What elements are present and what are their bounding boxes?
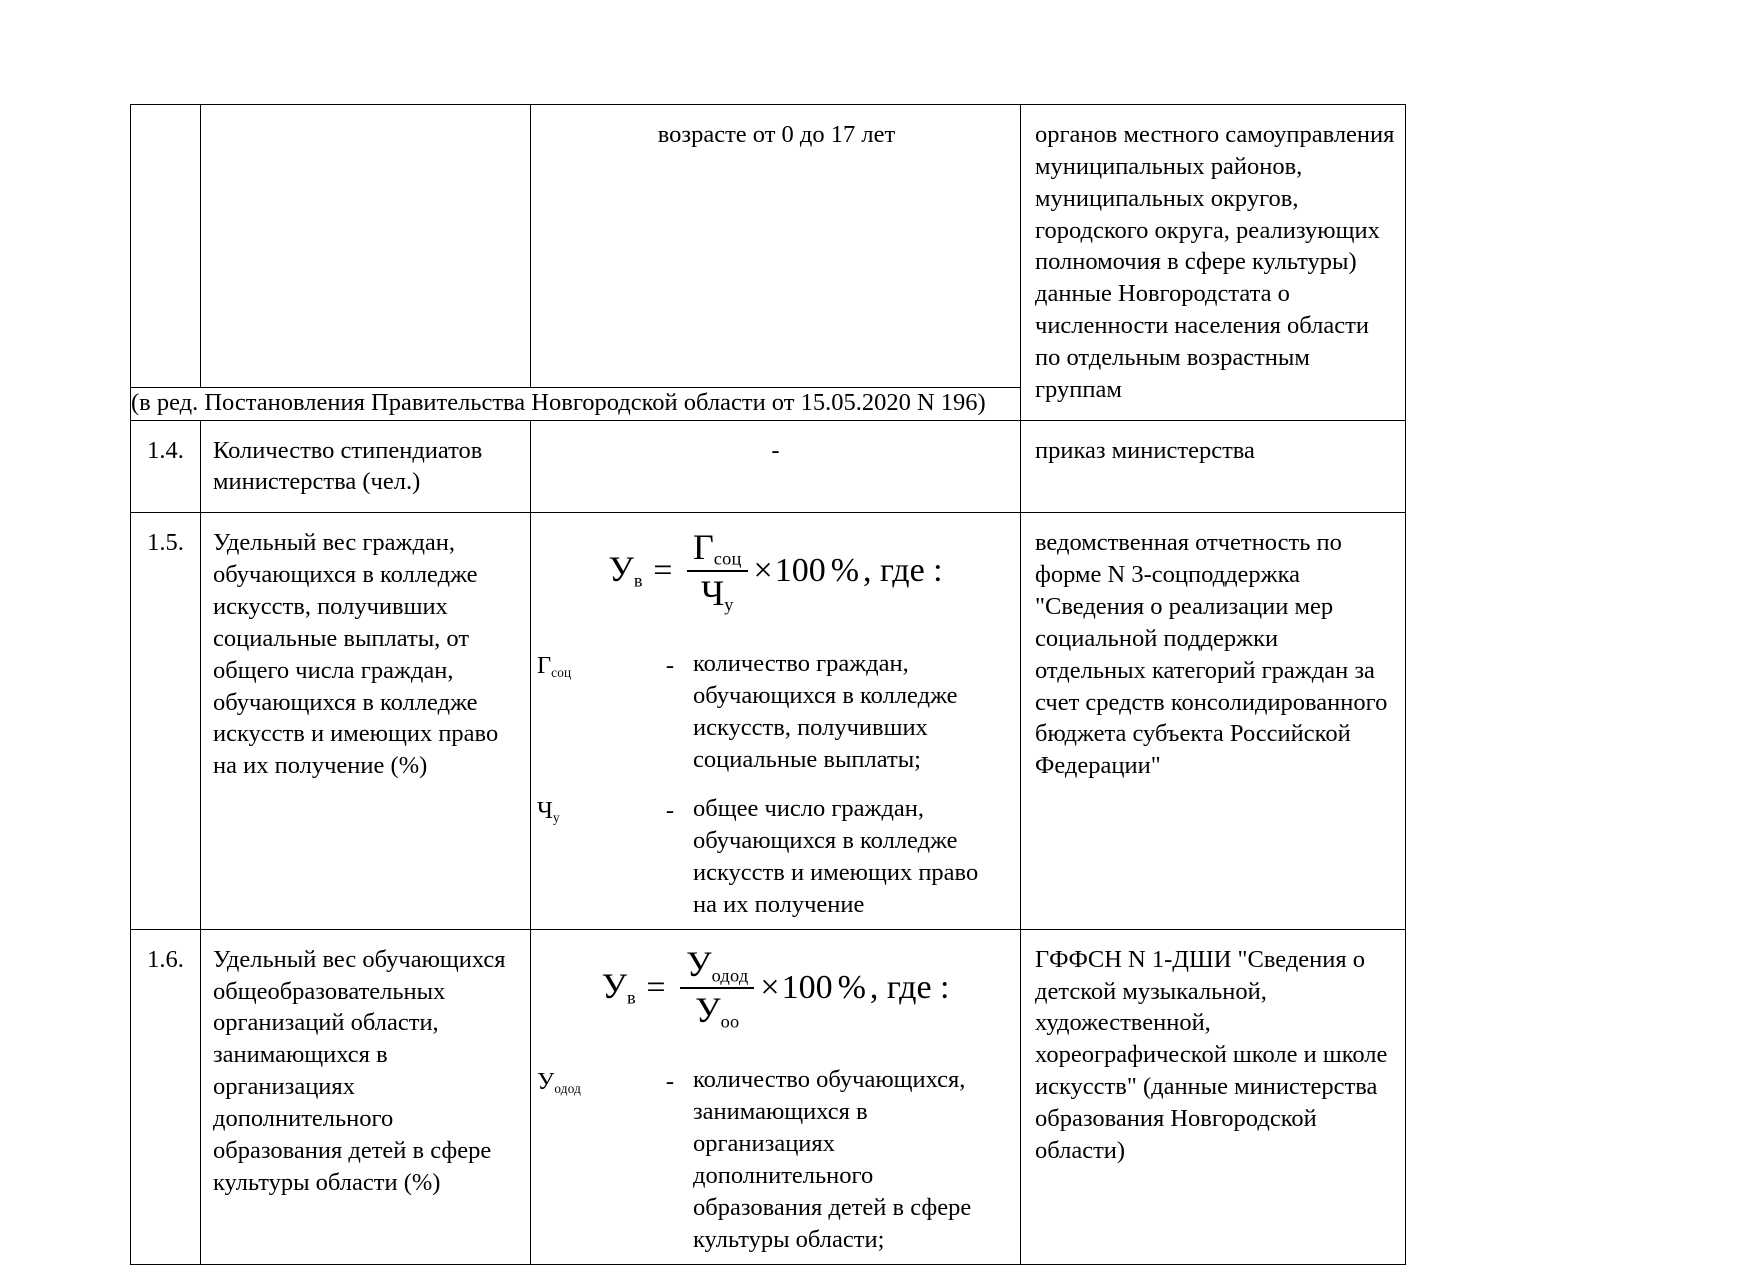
source-paragraph-2: данные Новгородстата о численности населения области по отдельным возрастным группам bbox=[1035, 280, 1369, 403]
formula-percent-16: % bbox=[837, 968, 866, 1006]
formula-definitions-16 bbox=[531, 1036, 1020, 1263]
definition-row bbox=[537, 648, 1006, 775]
formula-percent-15: % bbox=[830, 552, 860, 590]
formula-denominator-sub-15: у bbox=[724, 594, 734, 615]
formula-numerator-var-16: У bbox=[686, 943, 712, 984]
row-name-cell bbox=[201, 929, 531, 1264]
definition-symbol bbox=[537, 648, 647, 682]
row-formula-cell-continued bbox=[531, 105, 1021, 388]
row-name-16: Удельный вес обучающихся общеобразовательных организаций области, занимающихся в организациях дополнительного образования детей в сфере культуры области (%) bbox=[213, 945, 506, 1196]
formula-denominator-15 bbox=[687, 572, 748, 614]
row-number-15: 1.5. bbox=[147, 529, 184, 557]
formula-denominator-sub-16: оо bbox=[720, 1011, 740, 1032]
definition-text: количество обучающихся, занимающихся в организациях дополнительного образования детей в сфере культуры области; bbox=[693, 1066, 972, 1253]
row-source-16: ГФФСН N 1-ДШИ "Сведения о детской музыкальной, художественной, хореографической школе и школе искусств" (данные министерства образования Новгородской области) bbox=[1035, 945, 1388, 1164]
formula-denominator-var-16: У bbox=[695, 989, 721, 1030]
definition-symbol bbox=[537, 793, 647, 827]
formula-numerator-sub-16: одод bbox=[711, 965, 749, 986]
row-name-15: Удельный вес граждан, обучающихся в колледже искусств, получивших социальные выплаты, от общего числа граждан, обучающихся в колледже искусств и имеющих право на их получение (%) bbox=[213, 529, 499, 780]
formula-numerator-15 bbox=[687, 529, 748, 572]
row-source-cell bbox=[1021, 929, 1406, 1264]
row-name-14: Количество стипендиатов министерства (чел.) bbox=[213, 436, 483, 496]
row-name-empty bbox=[201, 105, 530, 133]
row-formula-cell bbox=[531, 929, 1021, 1264]
formula-tail-15: , где : bbox=[863, 552, 943, 590]
formula-fraction-15 bbox=[687, 529, 748, 614]
row-source-cell-continued bbox=[1021, 105, 1406, 421]
definition-symbol-var: Ч bbox=[537, 797, 553, 825]
row-number-empty bbox=[131, 105, 200, 383]
table-row bbox=[131, 420, 1406, 513]
formula-numerator-sub-15: соц bbox=[713, 548, 742, 569]
row-number-14: 1.4. bbox=[147, 436, 184, 464]
footnote-cell bbox=[131, 388, 1021, 420]
formula-lhs-var-16: У bbox=[601, 965, 628, 1006]
definition-symbol bbox=[537, 1064, 647, 1098]
row-formula-cell bbox=[531, 420, 1021, 513]
formula-block-15 bbox=[531, 513, 1020, 620]
formula-lhs-sub-16: в bbox=[627, 987, 636, 1008]
formula-lhs-sub-15: в bbox=[633, 570, 643, 591]
definition-row bbox=[537, 1064, 1006, 1255]
formula-expression-15 bbox=[608, 527, 943, 616]
row-name-cell-empty bbox=[201, 105, 531, 388]
formula-equals-16: = bbox=[646, 968, 666, 1006]
formula-factor-16: 100 bbox=[781, 968, 833, 1006]
definition-symbol-var: У bbox=[537, 1068, 555, 1096]
table-row bbox=[131, 513, 1406, 929]
row-source-15: ведомственная отчетность по форме N 3-соцподдержка "Сведения о реализации мер социальной поддержки отдельных категорий граждан за счет средств консолидированного бюджета субъекта Российской Федерации" bbox=[1035, 529, 1388, 780]
continued-source-block bbox=[1021, 105, 1405, 420]
continued-formula-text: возрасте от 0 до 17 лет bbox=[657, 121, 896, 148]
definition-symbol-sub: соц bbox=[551, 664, 572, 680]
formula-times-16: × bbox=[760, 968, 780, 1006]
formula-fraction-16 bbox=[680, 943, 754, 1032]
formula-tail-16: , где : bbox=[869, 968, 950, 1006]
formula-lhs-var-15: У bbox=[608, 549, 634, 590]
row-source-cell bbox=[1021, 420, 1406, 513]
row-number-cell bbox=[131, 513, 201, 929]
amendment-footnote: (в ред. Постановления Правительства Новгородской области от 15.05.2020 N 196) bbox=[131, 389, 986, 417]
formula-factor-15: 100 bbox=[774, 552, 826, 590]
formula-numerator-var-15: Г bbox=[692, 527, 714, 568]
row-number-cell bbox=[131, 929, 201, 1264]
indicators-table bbox=[130, 104, 1406, 1265]
row-source-14: приказ министерства bbox=[1035, 436, 1255, 464]
formula-denominator-16 bbox=[680, 989, 754, 1031]
row-number-cell-empty bbox=[131, 105, 201, 388]
definition-dash: - bbox=[665, 797, 675, 825]
definition-symbol-sub: у bbox=[552, 810, 560, 826]
definition-dash: - bbox=[665, 652, 675, 679]
definition-symbol-var: Г bbox=[537, 652, 552, 679]
row-number-16: 1.6. bbox=[147, 945, 184, 973]
definition-symbol-sub: одод bbox=[554, 1081, 582, 1097]
row-number-cell bbox=[131, 420, 201, 513]
formula-expression-16 bbox=[601, 943, 950, 1033]
row-name-cell bbox=[201, 513, 531, 929]
formula-denominator-var-15: Ч bbox=[700, 573, 725, 614]
source-paragraph-1: органов местного самоуправления муниципальных районов, муниципальных округов, городского округа, реализующих полномочия в сфере культуры) bbox=[1035, 121, 1395, 276]
formula-equals-15: = bbox=[653, 552, 673, 590]
formula-numerator-16 bbox=[680, 943, 754, 989]
formula-times-15: × bbox=[753, 552, 773, 590]
row-name-cell bbox=[201, 420, 531, 513]
definition-text: количество граждан, обучающихся в колледже искусств, получивших социальные выплаты; bbox=[693, 650, 958, 773]
row-formula-dash-14: - bbox=[771, 436, 780, 464]
table-row-continued bbox=[131, 105, 1406, 388]
table-row bbox=[131, 929, 1406, 1264]
definition-row bbox=[537, 793, 1006, 920]
row-source-cell bbox=[1021, 513, 1406, 929]
formula-definitions-15 bbox=[531, 620, 1020, 929]
formula-block-16 bbox=[531, 930, 1020, 1037]
definition-dash: - bbox=[665, 1068, 675, 1096]
row-formula-cell bbox=[531, 513, 1021, 929]
definition-text: общее число граждан, обучающихся в колледже искусств и имеющих право на их получение bbox=[693, 795, 979, 918]
